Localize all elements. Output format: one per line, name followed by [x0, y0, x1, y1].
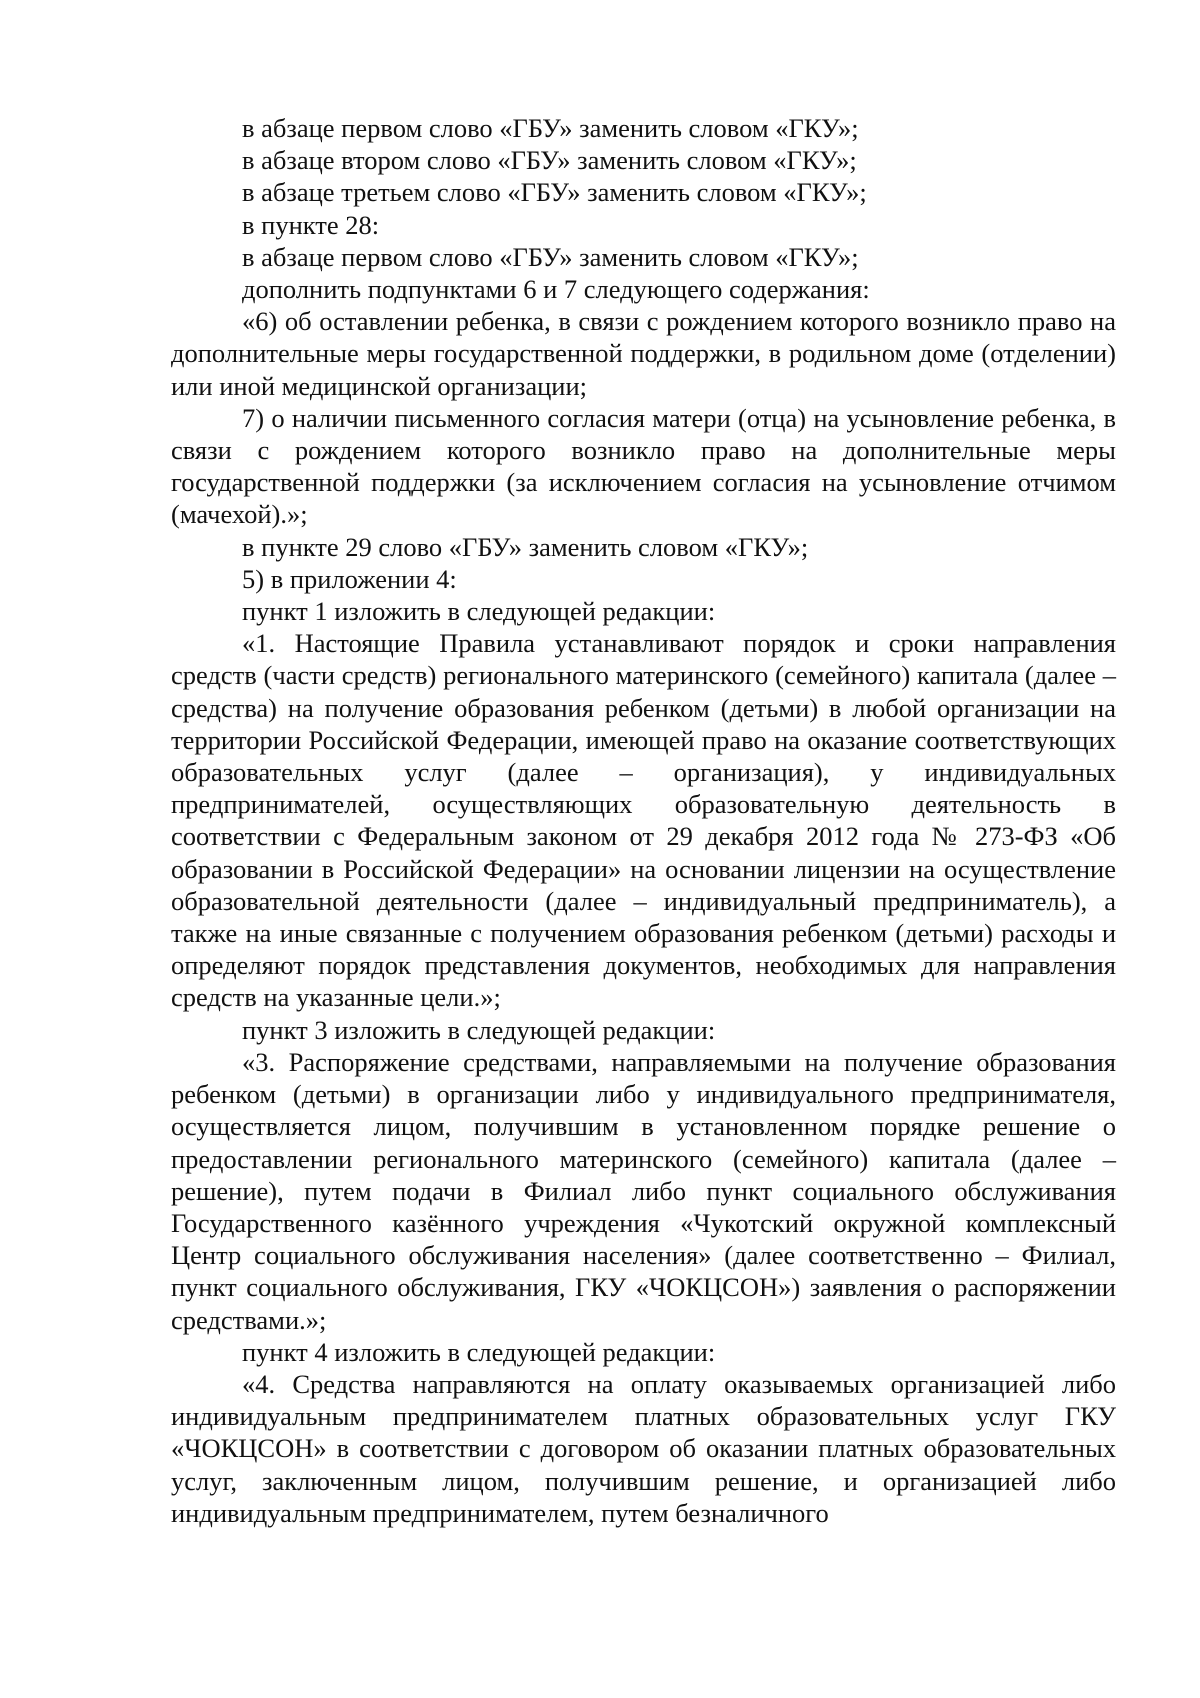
paragraph: 7) о наличии письменного согласия матери (отца) на усыновление ребенка, в связи с рождением которого возникло право на дополнительные меры государственной поддержки (за исключением согласия на усыновление отчимом (мачехой).»;	[171, 402, 1116, 530]
paragraph: пункт 1 изложить в следующей редакции:	[242, 596, 716, 627]
paragraph: 5) в приложении 4:	[242, 563, 457, 594]
paragraph: в абзаце первом слово «ГБУ» заменить словом «ГКУ»;	[242, 113, 859, 143]
paragraph: «6) об оставлении ребенка, в связи с рождением которого возникло право на дополнительные меры государственной поддержки, в родильном доме (отделении) или иной медицинской организации;	[171, 306, 1116, 401]
paragraph: пункт 4 изложить в следующей редакции:	[242, 1336, 716, 1367]
paragraph: в абзаце первом слово «ГБУ» заменить словом «ГКУ»;	[242, 241, 859, 272]
paragraph: «3. Распоряжение средствами, направляемыми на получение образования ребенком (детьми) в организации либо у индивидуального предпринимателя, осуществляется лицом, получившим в установленном порядке решение о предоставлении регионального материнского (семейного) капитала (далее – решение), путем подачи в Филиал либо пункт социального обслуживания Государственного казённого учреждения «Чукотский окружной комплексный Центр социального обслуживания населения» (далее соответственно – Филиал, пункт социального обслуживания, ГКУ «ЧОКЦСОН») заявления о распоряжении средствами.»;	[171, 1046, 1116, 1335]
paragraph: в пункте 28:	[242, 209, 380, 240]
paragraph: «1. Настоящие Правила устанавливают порядок и сроки направления средств (части средств) регионального материнского (семейного) капитала (далее – средства) на получение образования ребенком (детьми) в любой организации на территории Российской Федерации, имеющей право на оказание соответствующих образовательных услуг (далее – организация), у индивидуальных предпринимателей, осуществляющих образовательную деятельность в соответствии с Федеральным законом от 29 декабря 2012 года № 273-ФЗ «Об образовании в Российской Федерации» на основании лицензии на осуществление образовательной деятельности (далее – индивидуальный предприниматель), а также на иные связанные с получением образования ребенком (детьми) расходы и определяют порядок представления документов, необходимых для направления средств на указанные цели.»;	[171, 628, 1116, 1013]
paragraph: «4. Средства направляются на оплату оказываемых организацией либо индивидуальным предпринимателем платных образовательных услуг ГКУ «ЧОКЦСОН» в соответствии с договором об оказании платных образовательных услуг, заключенным лицом, получившим решение, и организацией либо индивидуальным предпринимателем, путем безналичного	[171, 1368, 1116, 1528]
paragraph: в абзаце втором слово «ГБУ» заменить словом «ГКУ»;	[242, 145, 857, 176]
paragraph: пункт 3 изложить в следующей редакции:	[242, 1014, 716, 1045]
document-body	[171, 112, 1116, 1529]
paragraph: в абзаце третьем слово «ГБУ» заменить словом «ГКУ»;	[242, 177, 867, 208]
paragraph: дополнить подпунктами 6 и 7 следующего содержания:	[242, 274, 870, 305]
paragraph: в пункте 29 слово «ГБУ» заменить словом «ГКУ»;	[242, 531, 809, 562]
